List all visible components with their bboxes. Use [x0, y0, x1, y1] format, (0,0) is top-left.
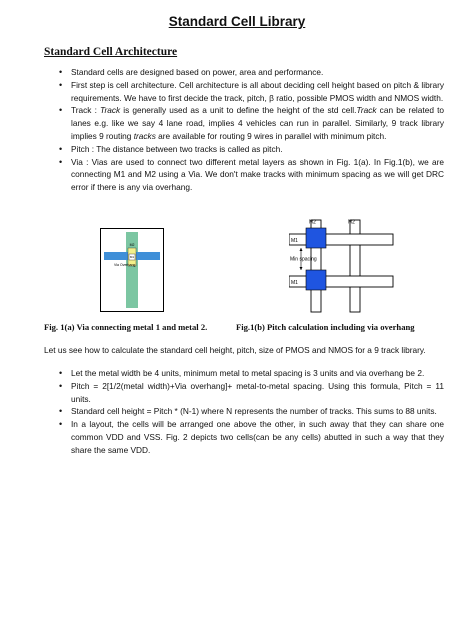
architecture-bullet-list	[44, 66, 444, 194]
arrow-head-down	[300, 267, 303, 270]
calculation-bullet-list	[44, 367, 444, 457]
bullet-text: Via : Vias are used to connect two different metal layers as shown in Fig. 1(a). In Fig.1(b), we are connecting M1 and M2 using a Via. We don't make tracks with minimum spacing as we will get DRC error if there is any via overhang.	[71, 156, 444, 193]
pitch-diagram	[289, 214, 395, 314]
bullet-text: are available for routing 9 wires in parallel with minimum pitch.	[155, 130, 387, 141]
bullet-item	[44, 66, 444, 79]
m1-bottom-label: M1	[291, 280, 298, 286]
section-heading: Standard Cell Architecture	[44, 46, 178, 58]
via-top-label: M2	[129, 243, 135, 247]
figure-1a	[100, 228, 164, 317]
bullet-italic: tracks	[133, 130, 156, 141]
arrow-head-up	[300, 248, 303, 251]
via-bottom	[306, 270, 326, 290]
bullet-item	[44, 367, 444, 380]
figure-1b-caption: Fig.1(b) Pitch calculation including via overhang	[236, 322, 415, 332]
m2-right-label: M2	[348, 219, 355, 226]
bullet-item	[44, 143, 444, 156]
via-label: M1	[129, 255, 135, 259]
bullet-item	[44, 104, 444, 142]
bullet-italic: Track	[100, 105, 121, 116]
bullet-text: In a layout, the cells will be arranged one above the other, in such away that they can share one common VDD and VSS. Fig. 2 depicts two cells(can be any cells) abutted in such a way that they share the same VDD.	[71, 419, 444, 455]
bullet-item	[44, 156, 444, 194]
figure-1b	[289, 214, 395, 319]
bullet-item	[44, 79, 444, 105]
bullet-text: is generally used as a unit to define the height of the std cell.	[120, 105, 357, 116]
bullet-item	[44, 418, 444, 456]
bullet-italic: Track	[356, 105, 377, 116]
m1-top-label: M1	[291, 238, 298, 244]
via-top	[306, 228, 326, 248]
via-diagram	[100, 228, 164, 312]
min-spacing-label: Min spacing	[290, 256, 317, 263]
m1-top-track	[289, 234, 393, 245]
bullet-text: Standard cells are designed based on power, area and performance.	[71, 67, 324, 77]
bullet-text: Track :	[71, 105, 101, 116]
bullet-text: Pitch : The distance between two tracks is called as pitch.	[71, 143, 283, 154]
document-title: Standard Cell Library	[168, 14, 306, 29]
bullet-text: Let the metal width be 4 units, minimum metal to metal spacing is 3 units and via overhang be 2.	[71, 368, 425, 378]
m1-bottom-track	[289, 276, 393, 287]
figure-1a-caption: Fig. 1(a) Via connecting metal 1 and metal 2.	[44, 322, 208, 332]
bullet-item	[44, 380, 444, 406]
via-overhang-label: Via Overhang	[114, 263, 136, 267]
bullet-text: Standard cell height = Pitch * (N-1) where N represents the number of tracks. This sums to 88 units.	[71, 406, 437, 417]
m2-left-label: M2	[309, 219, 316, 226]
bullet-item	[44, 405, 444, 418]
bullet-text: can be related to lanes e.g. like we say 4 lane road, implies 4 vehicles can run in parallel. Similarly, 9 track library implies 9 routing	[71, 105, 444, 141]
bullet-text: Pitch = 2[1/2(metal width)+Via overhang]+ metal-to-metal spacing. Using this formula, Pitch = 11 units.	[71, 380, 444, 404]
bullet-text: First step is cell architecture. Cell architecture is all about deciding cell height based on pitch & library requirements. We have to first decide the track, pitch, β ratio, possible PMOS width and NMOS width.	[71, 79, 444, 103]
calculation-intro: Let us see how to calculate the standard cell height, pitch, size of PMOS and NMOS for a 9 track library.	[44, 345, 426, 355]
